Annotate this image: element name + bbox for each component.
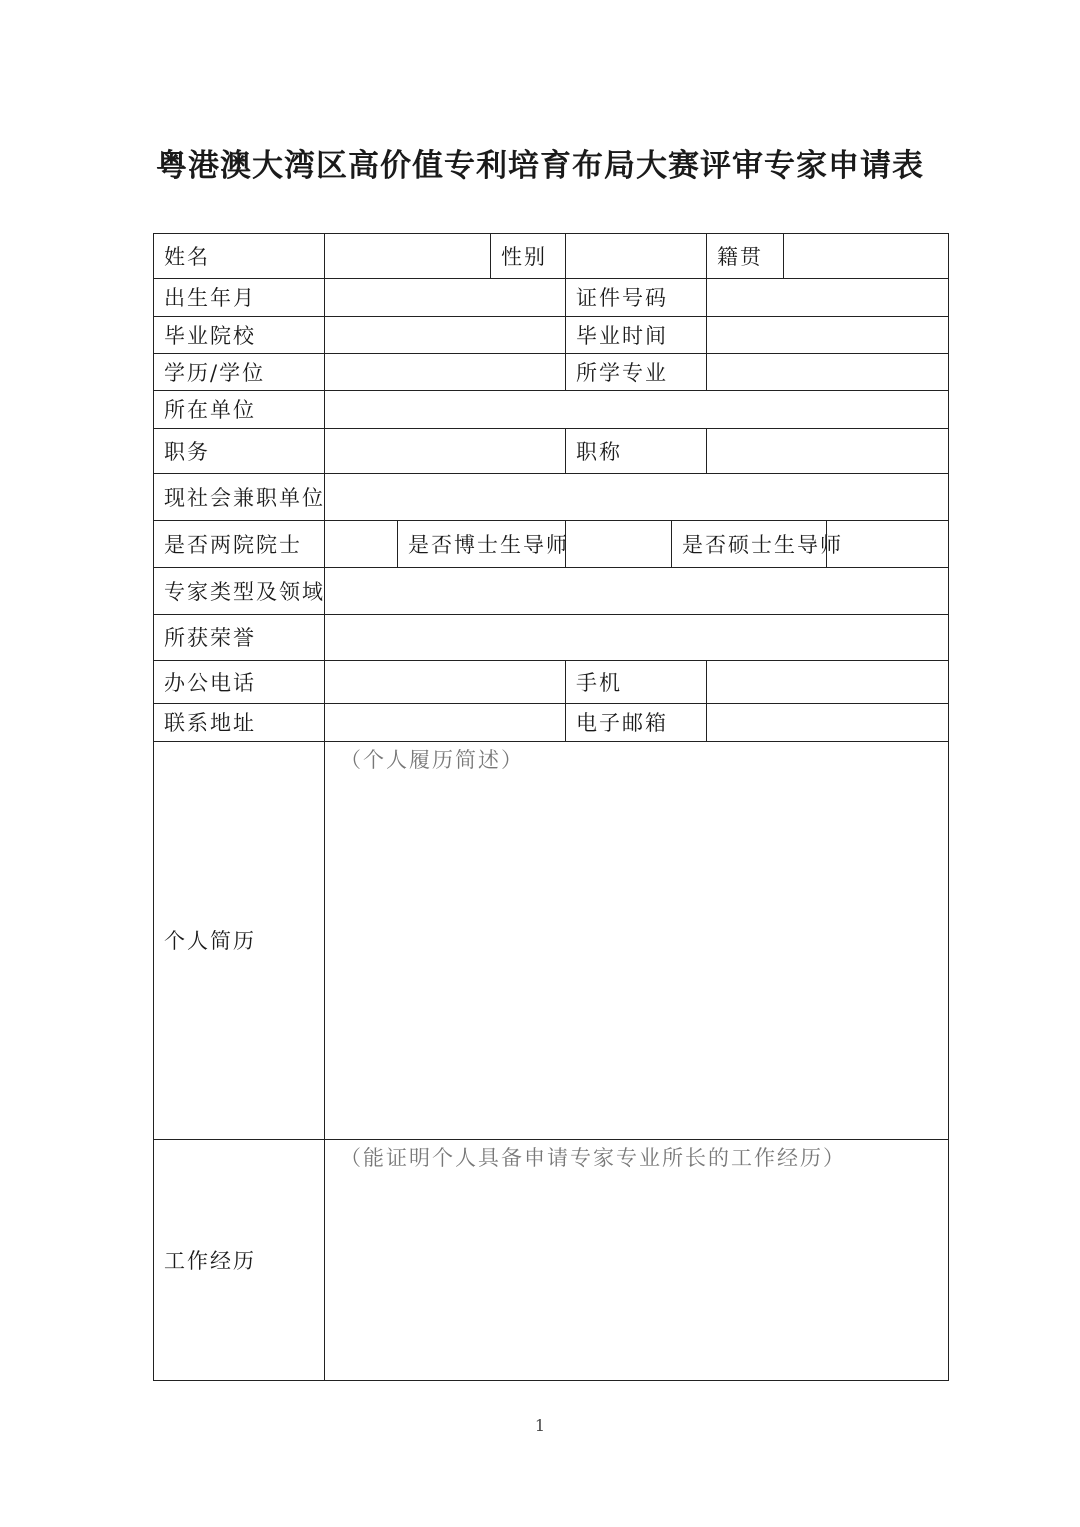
column-divider xyxy=(490,233,491,278)
column-divider xyxy=(706,428,707,473)
label-phd-supervisor: 是否博士生导师 xyxy=(408,532,569,557)
label-native-place: 籍贯 xyxy=(717,244,763,269)
row-divider xyxy=(153,278,949,279)
work-experience-hint: （能证明个人具备申请专家专业所长的工作经历） xyxy=(340,1146,846,1170)
label-title-rank: 职称 xyxy=(576,439,622,464)
label-work-experience: 工作经历 xyxy=(164,1249,256,1273)
label-social-posts: 现社会兼职单位 xyxy=(164,485,325,510)
label-mobile: 手机 xyxy=(576,670,622,695)
column-divider xyxy=(565,278,566,390)
resume-hint: （个人履历简述） xyxy=(340,748,524,772)
row-divider xyxy=(153,353,949,354)
row-divider xyxy=(153,390,949,391)
row-divider xyxy=(153,703,949,704)
label-major: 所学专业 xyxy=(576,360,668,385)
label-degree: 学历/学位 xyxy=(164,360,266,385)
row-divider xyxy=(153,316,949,317)
column-divider xyxy=(826,520,827,567)
row-divider xyxy=(153,741,949,742)
column-divider xyxy=(671,520,672,567)
row-divider xyxy=(153,567,949,568)
label-employer: 所在单位 xyxy=(164,398,256,422)
label-position: 职务 xyxy=(164,439,210,464)
column-divider xyxy=(706,660,707,741)
label-grad-time: 毕业时间 xyxy=(576,323,668,348)
label-id-number: 证件号码 xyxy=(576,286,668,310)
column-divider xyxy=(706,278,707,390)
row-divider xyxy=(153,428,949,429)
row-divider xyxy=(153,614,949,615)
column-divider xyxy=(565,660,566,741)
column-divider xyxy=(565,520,566,567)
application-form-table xyxy=(153,233,949,1381)
label-expert-type: 专家类型及领域 xyxy=(164,579,325,604)
page-number: 1 xyxy=(534,1416,546,1435)
label-resume: 个人简历 xyxy=(164,929,256,953)
row-divider xyxy=(153,520,949,521)
label-academician: 是否两院院士 xyxy=(164,532,302,557)
column-divider xyxy=(565,233,566,278)
label-school: 毕业院校 xyxy=(164,323,256,348)
label-honors: 所获荣誉 xyxy=(164,626,256,650)
label-gender: 性别 xyxy=(501,244,547,269)
column-divider xyxy=(706,233,707,278)
label-master-supervisor: 是否硕士生导师 xyxy=(682,532,843,557)
column-divider xyxy=(324,233,325,1381)
row-divider xyxy=(153,473,949,474)
column-divider xyxy=(397,520,398,567)
label-name: 姓名 xyxy=(164,244,210,269)
label-address: 联系地址 xyxy=(164,711,256,735)
label-email: 电子邮箱 xyxy=(576,711,668,735)
row-divider xyxy=(153,1139,949,1140)
row-divider xyxy=(153,660,949,661)
column-divider xyxy=(783,233,784,278)
label-birth: 出生年月 xyxy=(164,286,256,310)
label-office-phone: 办公电话 xyxy=(164,670,256,695)
column-divider xyxy=(565,428,566,473)
table-border xyxy=(153,233,949,1381)
form-title: 粤港澳大湾区高价值专利培育布局大赛评审专家申请表 xyxy=(156,148,924,184)
